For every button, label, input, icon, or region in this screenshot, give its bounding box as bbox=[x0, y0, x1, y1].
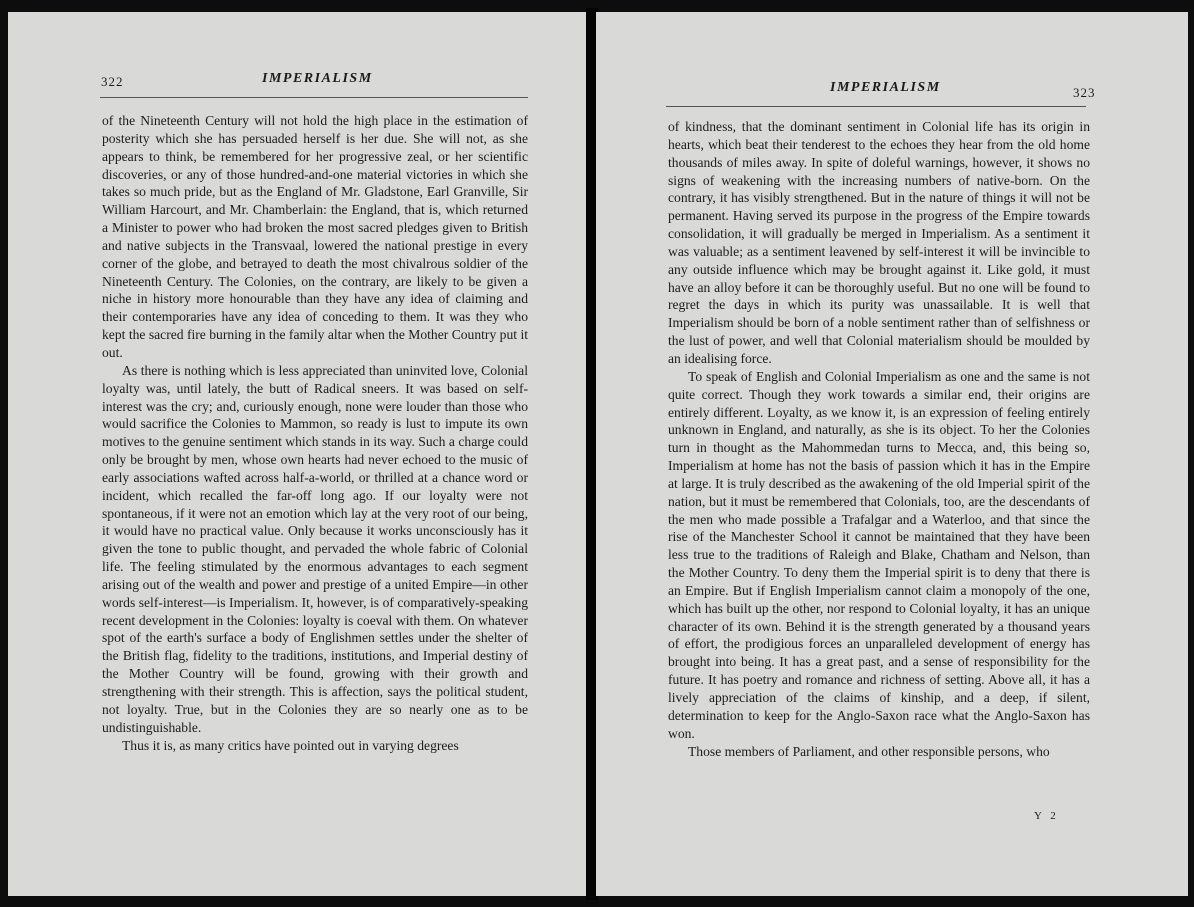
paragraph: Those members of Parliament, and other responsible persons, who bbox=[688, 743, 1050, 759]
header-rule-right bbox=[666, 106, 1086, 107]
paragraph: of kindness, that the dominant sentiment in Colonial life has its origin in hearts, which beat their tenderest to the echoes they hear from the old home thousands of miles away. In spite of doleful warnings, however, it shows no signs of weakening with the increasing numbers of native-born. On the contrary, it has visibly strengthened. But in the nature of things it will not be permanent. Having served its purpose in the progress of the Empire towards consolidation, it will gradually be merged in Imperialism. As a sentiment it was valuable; as a sentiment leavened by self-interest it will be invincible to any outside influence which may be brought against it. Like gold, it must have an alloy before it can be thoroughly useful. But no one will be found to regret the days in which its purity was unassailable. It is well that Imperialism should be born of a noble sentiment rather than of selfishness or the lust of power, and well that Colonial materialism should be moulded by an idealising force. bbox=[668, 119, 1090, 366]
page-number-left: 322 bbox=[101, 74, 124, 89]
left-body-text bbox=[102, 112, 528, 754]
paragraph: Thus it is, as many critics have pointed out in varying degrees bbox=[122, 737, 459, 753]
paragraph: of the Nineteenth Century will not hold the high place in the estimation of posterity which she has persuaded herself is her due. She will not, as she appears to think, be remembered for her progressive zeal, or her scientific discoveries, or any of those hundred-and-one material victories in which she takes so much pride, but as the England of Mr. Gladstone, Earl Granville, Sir William Harcourt, and Mr. Chamberlain: the England, that is, which returned a Minister to power who had broken the most sacred pledges given to British and native subjects in the Transvaal, lowered the national prestige in every corner of the globe, and betrayed to death the most chivalrous soldier of the Nineteenth Century. The Colonies, on the contrary, are likely to be given a niche in history more honourable than they have any idea of claiming and their contemporaries have any idea of conceding to them. It was they who kept the sacred fire burning in the family altar when the Mother Country put it out. bbox=[102, 113, 528, 360]
right-page bbox=[596, 12, 1188, 896]
left-page bbox=[8, 12, 588, 896]
paragraph: As there is nothing which is less appreciated than uninvited love, Colonial loyalty was, until lately, the butt of Radical sneers. It was based on self-interest was the cry; and, curiously enough, none were louder than those who would sacrifice the Colonies to Mammon, so ready is lust to impute its own motives to the genuine sentiment which stands in its way. Such a charge could only be brought by men, whose own hearts had never echoed to the music of early associations wafted across half-a-world, or thrilled at a chance word or incident, which recalled the far-off long ago. If our loyalty were not spontaneous, if it were not an emotion which lay at the very root of our being, it would have no practical value. Only because it works unconsciously has it given the tone to public thought, and pervaded the whole fabric of Colonial life. The feeling stimulated by the enormous advantages to each segment arising out of the wealth and power and prestige of a united Empire—in other words self-interest—is Imperialism. It, however, is of comparatively-speaking recent development in the Colonies: loyalty is coeval with them. On whatever spot of the earth's surface a body of Englishmen settles under the shelter of the British flag, fidelity to the traditions, institutions, and Imperial destiny of the Mother Country will be found, growing with their growth and strengthening with their strength. This is affection, says the political student, not loyalty. True, but in the Colonies they are so nearly one as to be undistinguishable. bbox=[102, 362, 528, 735]
running-head-right: IMPERIALISM bbox=[830, 80, 941, 95]
signature-mark: Y 2 bbox=[1034, 810, 1059, 822]
page-number-right: 323 bbox=[1073, 85, 1096, 100]
right-body-text bbox=[668, 118, 1090, 760]
running-head-left: IMPERIALISM bbox=[262, 71, 373, 86]
paragraph: To speak of English and Colonial Imperialism as one and the same is not quite correct. Though they work towards a similar end, their origins are entirely different. Loyalty, as we know it, is an expression of feeling entirely unknown in England, and naturally, as she is its object. To her the Colonies turn in thought as the Mahommedan turns to Mecca, and, this being so, Imperialism at home has not the basis of passion which it has in the Empire at large. It is truly described as the awakening of the old Imperial spirit of the nation, but it must be remembered that Colonials, too, are the descendants of the men who made possible a Trafalgar and a Waterloo, and that since the rise of the Manchester School it cannot be maintained that they have been less true to the traditions of Raleigh and Blake, Chatham and Nelson, than the Mother Country. To deny them the Imperial spirit is to deny that there is an Empire. But if English Imperialism cannot claim a monopoly of the one, which has built up the other, nor respond to Colonial loyalty, it has an unique character of its own. Behind it is the strength generated by a thousand years of effort, the prodigious forces an unparalleled development of energy has brought into being. It has a great past, and a sense of responsibility for the future. It has poetry and romance and richness of setting. Above all, it has a lively appreciation of the claims of kinship, and a deep, if silent, determination to keep for the Anglo-Saxon race what the Anglo-Saxon has won. bbox=[668, 368, 1090, 741]
header-rule-left bbox=[100, 97, 528, 98]
